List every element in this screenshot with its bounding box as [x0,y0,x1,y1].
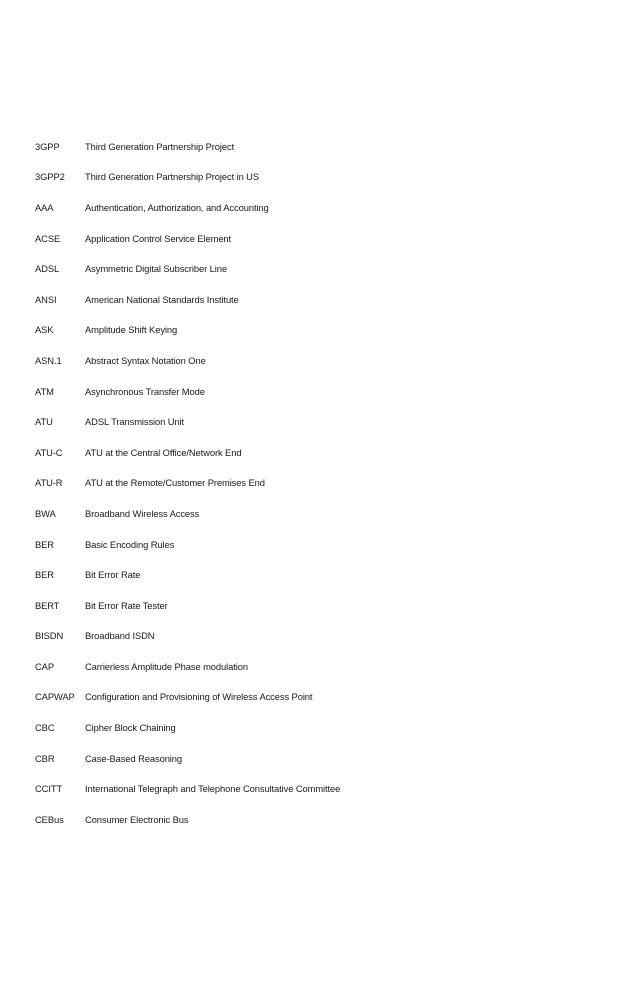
list-item [35,162,595,193]
abbreviation: BERT [35,599,60,611]
list-item [35,590,595,621]
abbreviation: ASN.1 [35,354,62,366]
list-item [35,651,595,682]
definition: Broadband Wireless Access [85,507,200,519]
abbreviation: 3GPP2 [35,171,65,183]
definition: Third Generation Partnership Project [85,140,235,152]
definition: Amplitude Shift Keying [85,324,178,336]
list-item [35,192,595,223]
definition: Consumer Electronic Bus [85,813,189,825]
definition: ATU at the Remote/Customer Premises End [85,477,265,489]
list-item [35,559,595,590]
abbreviation: CAP [35,660,54,672]
abbreviation: ATU [35,416,53,428]
definition: Cipher Block Chaining [85,722,176,734]
definition: Carrierless Amplitude Phase modulation [85,660,248,672]
abbreviation: ACSE [35,232,61,244]
abbreviation: ANSI [35,293,57,305]
list-item [35,315,595,346]
list-item [35,529,595,560]
definition: Basic Encoding Rules [85,538,175,550]
definition: Broadband ISDN [85,630,155,642]
definition: Authentication, Authorization, and Accounting [85,201,269,213]
list-item [35,223,595,254]
list-item [35,773,595,804]
list-item [35,498,595,529]
list-item [35,437,595,468]
definition: American National Standards Institute [85,293,239,305]
abbreviation: ASK [35,324,54,336]
definition: Asymmetric Digital Subscriber Line [85,263,227,275]
list-item [35,253,595,284]
abbreviation-list [35,131,595,835]
definition: ADSL Transmission Unit [85,416,185,428]
abbreviation: 3GPP [35,140,60,152]
definition: International Telegraph and Telephone Consultative Committee [85,783,341,795]
abbreviation: ATM [35,385,54,397]
definition: Configuration and Provisioning of Wireless Access Point [85,691,313,703]
list-item [35,682,595,713]
definition: Bit Error Rate Tester [85,599,168,611]
definition: Abstract Syntax Notation One [85,354,206,366]
abbreviation: CEBus [35,813,64,825]
list-item [35,376,595,407]
abbreviation: ATU-R [35,477,63,489]
definition: Case-Based Reasoning [85,752,183,764]
list-item [35,345,595,376]
list-item [35,743,595,774]
abbreviation: AAA [35,201,54,213]
abbreviation: CAPWAP [35,691,75,703]
definition: Bit Error Rate [85,569,141,581]
abbreviation: BER [35,569,54,581]
abbreviation: BWA [35,507,56,519]
abbreviation: BISDN [35,630,64,642]
definition: Third Generation Partnership Project in US [85,171,260,183]
abbreviation: BER [35,538,54,550]
list-item [35,804,595,835]
list-item [35,621,595,652]
definition: Asynchronous Transfer Mode [85,385,205,397]
abbreviation: CBR [35,752,55,764]
list-item [35,284,595,315]
definition: Application Control Service Element [85,232,232,244]
list-item [35,406,595,437]
abbreviation: CCITT [35,783,63,795]
list-item [35,131,595,162]
abbreviation: CBC [35,722,55,734]
list-item [35,468,595,499]
list-item [35,712,595,743]
definition: ATU at the Central Office/Network End [85,446,242,458]
abbreviation: ADSL [35,263,60,275]
abbreviation: ATU-C [35,446,63,458]
